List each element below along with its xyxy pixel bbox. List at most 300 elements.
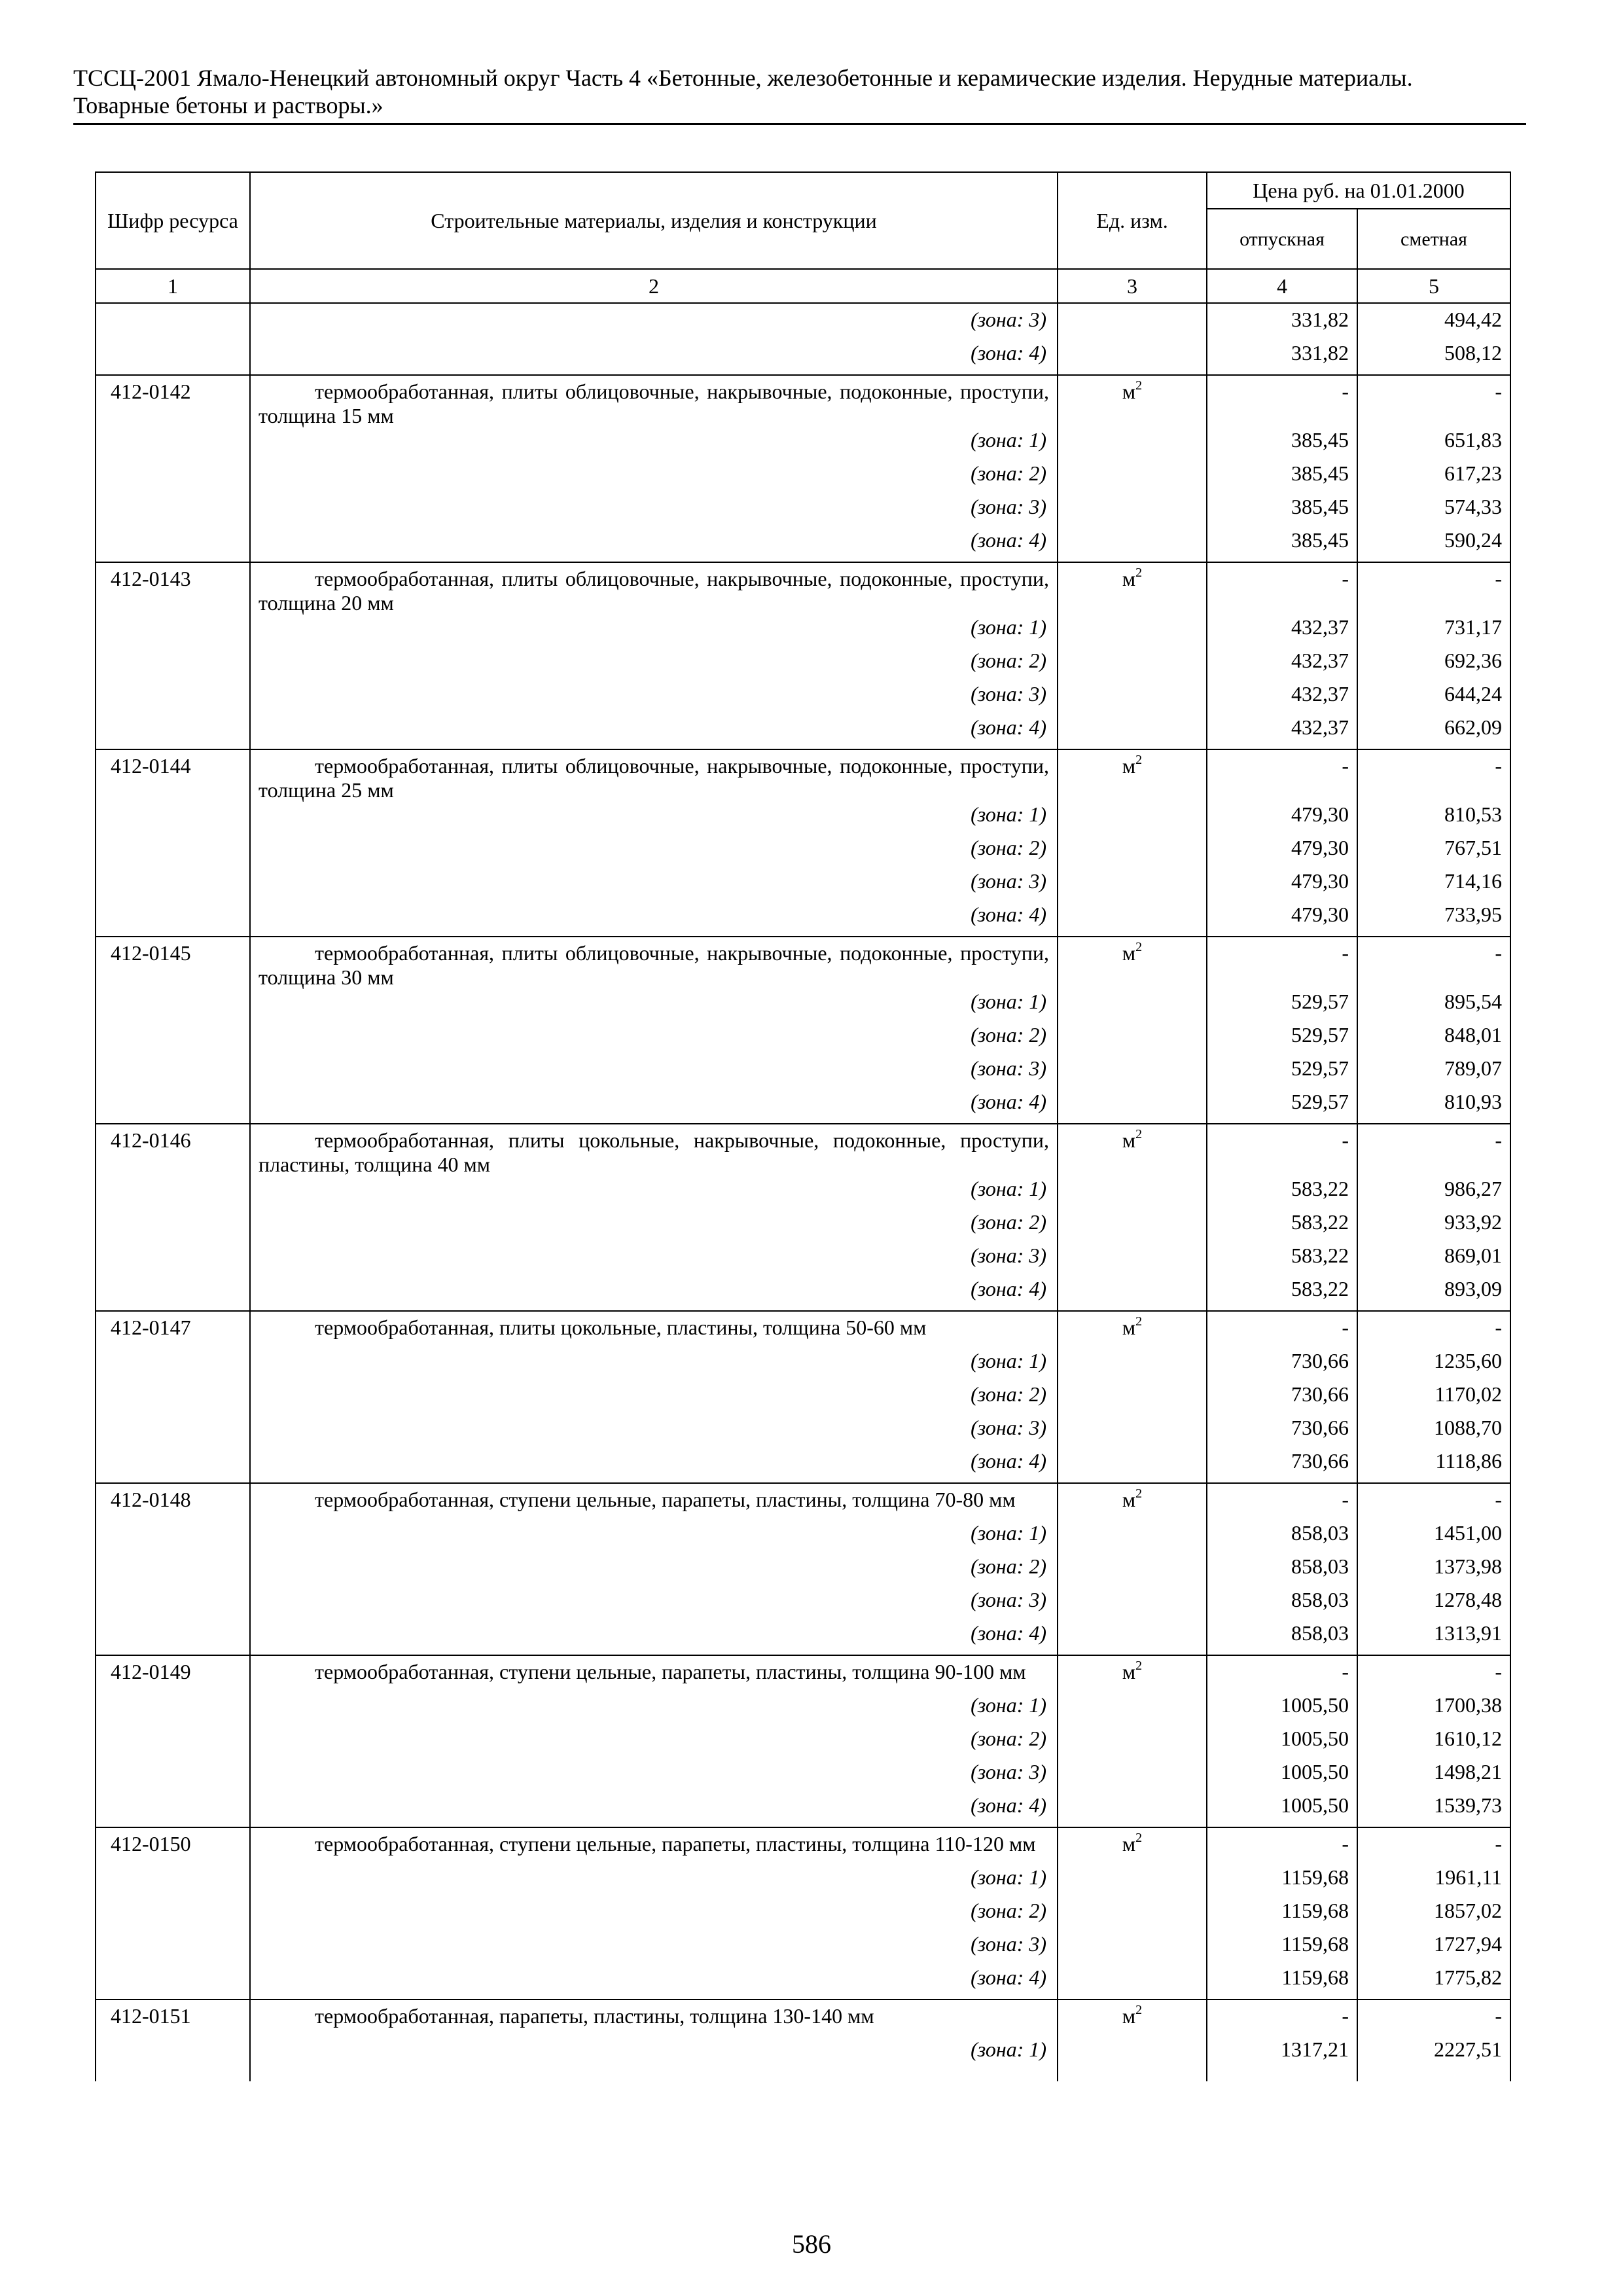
zone-row (96, 1899, 1510, 1932)
code-cell (96, 341, 250, 375)
zone-row (96, 615, 1510, 649)
estimate-price: 986,27 (1357, 1177, 1510, 1210)
unit-cell (1058, 1932, 1207, 1965)
zone-row (96, 1727, 1510, 1760)
release-price: - (1207, 1655, 1357, 1693)
unit-cell (1058, 1793, 1207, 1827)
unit-cell (1058, 1760, 1207, 1793)
empty-cell (1357, 2071, 1510, 2081)
estimate-price: 1498,21 (1357, 1760, 1510, 1793)
unit-exponent: 2 (1135, 565, 1143, 581)
release-price: 1005,50 (1207, 1693, 1357, 1727)
unit-cell (1058, 1056, 1207, 1090)
col-estimate-header: сметная (1357, 209, 1510, 269)
release-price: 858,03 (1207, 1554, 1357, 1588)
zone-label: (зона: 1) (250, 1349, 1058, 1382)
unit-of-measure (1058, 1124, 1207, 1177)
unit-base: м (1122, 1660, 1136, 1683)
zone-row (96, 303, 1510, 341)
col-desc-header: Строительные материалы, изделия и конструкции (250, 172, 1058, 269)
unit-cell (1058, 1865, 1207, 1899)
zone-label: (зона: 3) (250, 1056, 1058, 1090)
resource-code: 412-0148 (96, 1483, 250, 1521)
code-cell (96, 1090, 250, 1124)
code-cell (96, 1965, 250, 2000)
zone-label: (зона: 4) (250, 1621, 1058, 1655)
estimate-price: - (1357, 375, 1510, 428)
estimate-price: 644,24 (1357, 682, 1510, 715)
zone-row (96, 1965, 1510, 2000)
zone-label: (зона: 3) (250, 1244, 1058, 1277)
zone-row (96, 2037, 1510, 2071)
zone-row (96, 1865, 1510, 1899)
unit-of-measure (1058, 1655, 1207, 1693)
release-price: 479,30 (1207, 903, 1357, 937)
zone-label: (зона: 2) (250, 1554, 1058, 1588)
unit-cell (1058, 1177, 1207, 1210)
unit-cell (1058, 1090, 1207, 1124)
zone-label: (зона: 4) (250, 1090, 1058, 1124)
unit-cell (1058, 2037, 1207, 2071)
release-price: 583,22 (1207, 1177, 1357, 1210)
code-cell (96, 649, 250, 682)
release-price: - (1207, 749, 1357, 802)
zone-row (96, 1588, 1510, 1621)
release-price: - (1207, 1124, 1357, 1177)
zone-label: (зона: 1) (250, 1177, 1058, 1210)
unit-cell (1058, 1521, 1207, 1554)
zone-row (96, 903, 1510, 937)
item-row (96, 1655, 1510, 1693)
header-line-1: ТССЦ-2001 Ямало-Ненецкий автономный округ Часть 4 «Бетонные, железобетонные и керамические изделия. Нерудные материалы. (73, 65, 1413, 91)
table-continuation-end (96, 2071, 1510, 2081)
unit-cell (1058, 1727, 1207, 1760)
release-price: 432,37 (1207, 715, 1357, 749)
estimate-price: 848,01 (1357, 1023, 1510, 1056)
code-cell (96, 903, 250, 937)
resource-code: 412-0145 (96, 937, 250, 990)
unit-cell (1058, 303, 1207, 341)
unit-of-measure (1058, 937, 1207, 990)
estimate-price: 494,42 (1357, 303, 1510, 341)
zone-row (96, 1244, 1510, 1277)
unit-cell (1058, 341, 1207, 375)
zone-row (96, 528, 1510, 562)
empty-cell (250, 2071, 1058, 2081)
zone-label: (зона: 4) (250, 715, 1058, 749)
release-price: 385,45 (1207, 461, 1357, 495)
zone-label: (зона: 1) (250, 990, 1058, 1023)
unit-base: м (1122, 1128, 1136, 1152)
item-row (96, 375, 1510, 428)
code-cell (96, 1760, 250, 1793)
release-price: 479,30 (1207, 869, 1357, 903)
zone-label: (зона: 2) (250, 1023, 1058, 1056)
estimate-price: 767,51 (1357, 836, 1510, 869)
code-cell (96, 303, 250, 341)
release-price: 1159,68 (1207, 1932, 1357, 1965)
unit-cell (1058, 715, 1207, 749)
estimate-price: 1857,02 (1357, 1899, 1510, 1932)
empty-cell (1207, 2071, 1357, 2081)
item-description: термообработанная, плиты облицовочные, накрывочные, подоконные, проступи, толщина 15 мм (250, 375, 1058, 428)
release-price: 583,22 (1207, 1244, 1357, 1277)
zone-row (96, 1621, 1510, 1655)
code-cell (96, 1349, 250, 1382)
zone-label: (зона: 4) (250, 528, 1058, 562)
estimate-price: 714,16 (1357, 869, 1510, 903)
code-cell (96, 2037, 250, 2071)
release-price: 858,03 (1207, 1621, 1357, 1655)
zone-label: (зона: 2) (250, 1382, 1058, 1416)
release-price: - (1207, 1827, 1357, 1865)
unit-base: м (1122, 1832, 1136, 1856)
code-cell (96, 802, 250, 836)
zone-label: (зона: 1) (250, 2037, 1058, 2071)
code-cell (96, 1277, 250, 1311)
release-price: 730,66 (1207, 1349, 1357, 1382)
zone-row (96, 1521, 1510, 1554)
estimate-price: 508,12 (1357, 341, 1510, 375)
unit-cell (1058, 1621, 1207, 1655)
release-price: 583,22 (1207, 1277, 1357, 1311)
estimate-price: 810,93 (1357, 1090, 1510, 1124)
release-price: 331,82 (1207, 303, 1357, 341)
unit-cell (1058, 1277, 1207, 1311)
zone-label: (зона: 2) (250, 649, 1058, 682)
unit-of-measure (1058, 749, 1207, 802)
estimate-price: 1088,70 (1357, 1416, 1510, 1449)
zone-row (96, 990, 1510, 1023)
zone-row (96, 461, 1510, 495)
code-cell (96, 869, 250, 903)
release-price: 432,37 (1207, 615, 1357, 649)
release-price: 1159,68 (1207, 1865, 1357, 1899)
release-price: 1005,50 (1207, 1760, 1357, 1793)
release-price: 432,37 (1207, 682, 1357, 715)
release-price: 858,03 (1207, 1521, 1357, 1554)
release-price: 730,66 (1207, 1416, 1357, 1449)
header-rule (73, 123, 1526, 125)
zone-row (96, 1277, 1510, 1311)
item-description: термообработанная, плиты цокольные, накрывочные, подоконные, проступи, пластины, толщина 40 мм (250, 1124, 1058, 1177)
zone-row (96, 649, 1510, 682)
estimate-price: 1118,86 (1357, 1449, 1510, 1483)
zone-row (96, 1349, 1510, 1382)
zone-row (96, 682, 1510, 715)
item-row (96, 1311, 1510, 1349)
col-number-1: 1 (96, 269, 250, 303)
estimate-price: 1961,11 (1357, 1865, 1510, 1899)
unit-base: м (1122, 1488, 1136, 1511)
zone-row (96, 1090, 1510, 1124)
code-cell (96, 1521, 250, 1554)
zone-label: (зона: 3) (250, 682, 1058, 715)
estimate-price: 1610,12 (1357, 1727, 1510, 1760)
unit-cell (1058, 1210, 1207, 1244)
zone-label: (зона: 1) (250, 615, 1058, 649)
unit-cell (1058, 1023, 1207, 1056)
estimate-price: 1700,38 (1357, 1693, 1510, 1727)
estimate-price: 1727,94 (1357, 1932, 1510, 1965)
unit-cell (1058, 1899, 1207, 1932)
code-cell (96, 1588, 250, 1621)
unit-of-measure (1058, 2000, 1207, 2037)
unit-cell (1058, 990, 1207, 1023)
zone-row (96, 428, 1510, 461)
item-row (96, 2000, 1510, 2037)
zone-label: (зона: 2) (250, 1210, 1058, 1244)
unit-base: м (1122, 1316, 1136, 1339)
zone-row (96, 1177, 1510, 1210)
zone-row (96, 1760, 1510, 1793)
unit-of-measure (1058, 1311, 1207, 1349)
code-cell (96, 1382, 250, 1416)
release-price: 432,37 (1207, 649, 1357, 682)
release-price: - (1207, 1311, 1357, 1349)
zone-label: (зона: 2) (250, 461, 1058, 495)
col-release-header: отпускная (1207, 209, 1357, 269)
zone-row (96, 802, 1510, 836)
page-header (73, 64, 1526, 119)
release-price: - (1207, 562, 1357, 615)
estimate-price: - (1357, 1827, 1510, 1865)
zone-label: (зона: 4) (250, 1793, 1058, 1827)
estimate-price: 1278,48 (1357, 1588, 1510, 1621)
unit-exponent: 2 (1135, 2003, 1143, 2018)
zone-row (96, 495, 1510, 528)
release-price: - (1207, 2000, 1357, 2037)
zone-label: (зона: 3) (250, 1588, 1058, 1621)
zone-row (96, 715, 1510, 749)
zone-label: (зона: 1) (250, 1521, 1058, 1554)
release-price: 479,30 (1207, 836, 1357, 869)
item-row (96, 1124, 1510, 1177)
release-price: 385,45 (1207, 528, 1357, 562)
item-row (96, 1827, 1510, 1865)
code-cell (96, 1449, 250, 1483)
zone-label: (зона: 1) (250, 1865, 1058, 1899)
item-row (96, 562, 1510, 615)
estimate-price: - (1357, 1655, 1510, 1693)
code-cell (96, 1899, 250, 1932)
unit-cell (1058, 682, 1207, 715)
unit-base: м (1122, 941, 1136, 965)
zone-label: (зона: 3) (250, 495, 1058, 528)
release-price: 529,57 (1207, 990, 1357, 1023)
price-table (95, 171, 1511, 2081)
item-description: термообработанная, плиты облицовочные, накрывочные, подоконные, проступи, толщина 25 мм (250, 749, 1058, 802)
zone-label: (зона: 2) (250, 836, 1058, 869)
release-price: 385,45 (1207, 495, 1357, 528)
code-cell (96, 1177, 250, 1210)
release-price: 385,45 (1207, 428, 1357, 461)
item-description: термообработанная, плиты облицовочные, накрывочные, подоконные, проступи, толщина 20 мм (250, 562, 1058, 615)
estimate-price: - (1357, 1483, 1510, 1521)
zone-label: (зона: 1) (250, 802, 1058, 836)
unit-cell (1058, 428, 1207, 461)
zone-label: (зона: 2) (250, 1727, 1058, 1760)
resource-code: 412-0143 (96, 562, 250, 615)
code-cell (96, 1416, 250, 1449)
estimate-price: 1451,00 (1357, 1521, 1510, 1554)
item-description: термообработанная, плиты облицовочные, накрывочные, подоконные, проступи, толщина 30 мм (250, 937, 1058, 990)
code-cell (96, 715, 250, 749)
estimate-price: - (1357, 1124, 1510, 1177)
page-number: 586 (792, 2229, 831, 2259)
estimate-price: 933,92 (1357, 1210, 1510, 1244)
estimate-price: 1775,82 (1357, 1965, 1510, 2000)
estimate-price: 574,33 (1357, 495, 1510, 528)
estimate-price: 617,23 (1357, 461, 1510, 495)
estimate-price: 1373,98 (1357, 1554, 1510, 1588)
zone-label: (зона: 3) (250, 869, 1058, 903)
col-number-4: 4 (1207, 269, 1357, 303)
unit-of-measure (1058, 562, 1207, 615)
estimate-price: 1539,73 (1357, 1793, 1510, 1827)
unit-cell (1058, 1449, 1207, 1483)
zone-row (96, 1554, 1510, 1588)
unit-cell (1058, 649, 1207, 682)
item-row (96, 749, 1510, 802)
col-number-2: 2 (250, 269, 1058, 303)
empty-cell (1058, 2071, 1207, 2081)
zone-row (96, 1023, 1510, 1056)
estimate-price: - (1357, 2000, 1510, 2037)
empty-cell (96, 2071, 250, 2081)
zone-row (96, 1449, 1510, 1483)
estimate-price: 731,17 (1357, 615, 1510, 649)
release-price: 529,57 (1207, 1090, 1357, 1124)
estimate-price: 789,07 (1357, 1056, 1510, 1090)
estimate-price: 692,36 (1357, 649, 1510, 682)
col-price-header: Цена руб. на 01.01.2000 (1207, 172, 1510, 209)
item-description: термообработанная, ступени цельные, парапеты, пластины, толщина 70-80 мм (250, 1483, 1058, 1521)
zone-label: (зона: 2) (250, 1899, 1058, 1932)
estimate-price: 1170,02 (1357, 1382, 1510, 1416)
resource-code: 412-0146 (96, 1124, 250, 1177)
col-unit-header: Ед. изм. (1058, 172, 1207, 269)
release-price: 1005,50 (1207, 1727, 1357, 1760)
estimate-price: - (1357, 562, 1510, 615)
code-cell (96, 615, 250, 649)
unit-cell (1058, 1554, 1207, 1588)
release-price: 529,57 (1207, 1056, 1357, 1090)
zone-label: (зона: 1) (250, 1693, 1058, 1727)
zone-label: (зона: 4) (250, 1965, 1058, 2000)
zone-label: (зона: 4) (250, 1449, 1058, 1483)
col-number-3: 3 (1058, 269, 1207, 303)
code-cell (96, 1554, 250, 1588)
col-code-header: Шифр ресурса (96, 172, 250, 269)
unit-exponent: 2 (1135, 1831, 1143, 1846)
zone-label: (зона: 1) (250, 428, 1058, 461)
item-description: термообработанная, ступени цельные, парапеты, пластины, толщина 110-120 мм (250, 1827, 1058, 1865)
unit-cell (1058, 1588, 1207, 1621)
code-cell (96, 1056, 250, 1090)
unit-cell (1058, 1693, 1207, 1727)
zone-label: (зона: 3) (250, 1760, 1058, 1793)
zone-row (96, 1693, 1510, 1727)
estimate-price: 733,95 (1357, 903, 1510, 937)
unit-exponent: 2 (1135, 1486, 1143, 1501)
item-description: термообработанная, плиты цокольные, пластины, толщина 50-60 мм (250, 1311, 1058, 1349)
estimate-price: 662,09 (1357, 715, 1510, 749)
unit-cell (1058, 495, 1207, 528)
unit-exponent: 2 (1135, 1314, 1143, 1329)
unit-base: м (1122, 380, 1136, 403)
zone-row (96, 1210, 1510, 1244)
release-price: 730,66 (1207, 1382, 1357, 1416)
code-cell (96, 495, 250, 528)
code-cell (96, 1023, 250, 1056)
zone-row (96, 1382, 1510, 1416)
zone-row (96, 1056, 1510, 1090)
unit-base: м (1122, 754, 1136, 778)
code-cell (96, 1865, 250, 1899)
resource-code: 412-0150 (96, 1827, 250, 1865)
unit-cell (1058, 869, 1207, 903)
release-price: - (1207, 937, 1357, 990)
code-cell (96, 836, 250, 869)
unit-cell (1058, 461, 1207, 495)
zone-row (96, 1416, 1510, 1449)
estimate-price: 651,83 (1357, 428, 1510, 461)
unit-exponent: 2 (1135, 1127, 1143, 1142)
unit-cell (1058, 802, 1207, 836)
unit-cell (1058, 615, 1207, 649)
zone-row (96, 869, 1510, 903)
release-price: 583,22 (1207, 1210, 1357, 1244)
unit-cell (1058, 1965, 1207, 2000)
resource-code: 412-0142 (96, 375, 250, 428)
unit-of-measure (1058, 375, 1207, 428)
release-price: - (1207, 375, 1357, 428)
release-price: 1159,68 (1207, 1899, 1357, 1932)
resource-code: 412-0149 (96, 1655, 250, 1693)
code-cell (96, 1693, 250, 1727)
zone-label: (зона: 4) (250, 1277, 1058, 1311)
release-price: 1005,50 (1207, 1793, 1357, 1827)
release-price: - (1207, 1483, 1357, 1521)
unit-exponent: 2 (1135, 753, 1143, 768)
unit-exponent: 2 (1135, 1659, 1143, 1674)
zone-row (96, 1932, 1510, 1965)
unit-cell (1058, 836, 1207, 869)
code-cell (96, 1244, 250, 1277)
zone-label: (зона: 3) (250, 1932, 1058, 1965)
code-cell (96, 1727, 250, 1760)
zone-label: (зона: 4) (250, 903, 1058, 937)
release-price: 1317,21 (1207, 2037, 1357, 2071)
estimate-price: 590,24 (1357, 528, 1510, 562)
item-row (96, 937, 1510, 990)
estimate-price: 893,09 (1357, 1277, 1510, 1311)
release-price: 858,03 (1207, 1588, 1357, 1621)
code-cell (96, 461, 250, 495)
estimate-price: - (1357, 1311, 1510, 1349)
unit-cell (1058, 1416, 1207, 1449)
code-cell (96, 990, 250, 1023)
unit-cell (1058, 528, 1207, 562)
release-price: 1159,68 (1207, 1965, 1357, 2000)
col-number-5: 5 (1357, 269, 1510, 303)
unit-cell (1058, 1349, 1207, 1382)
header-line-2: Товарные бетоны и растворы.» (73, 92, 383, 118)
table-body (96, 303, 1510, 2081)
resource-code: 412-0151 (96, 2000, 250, 2037)
release-price: 331,82 (1207, 341, 1357, 375)
